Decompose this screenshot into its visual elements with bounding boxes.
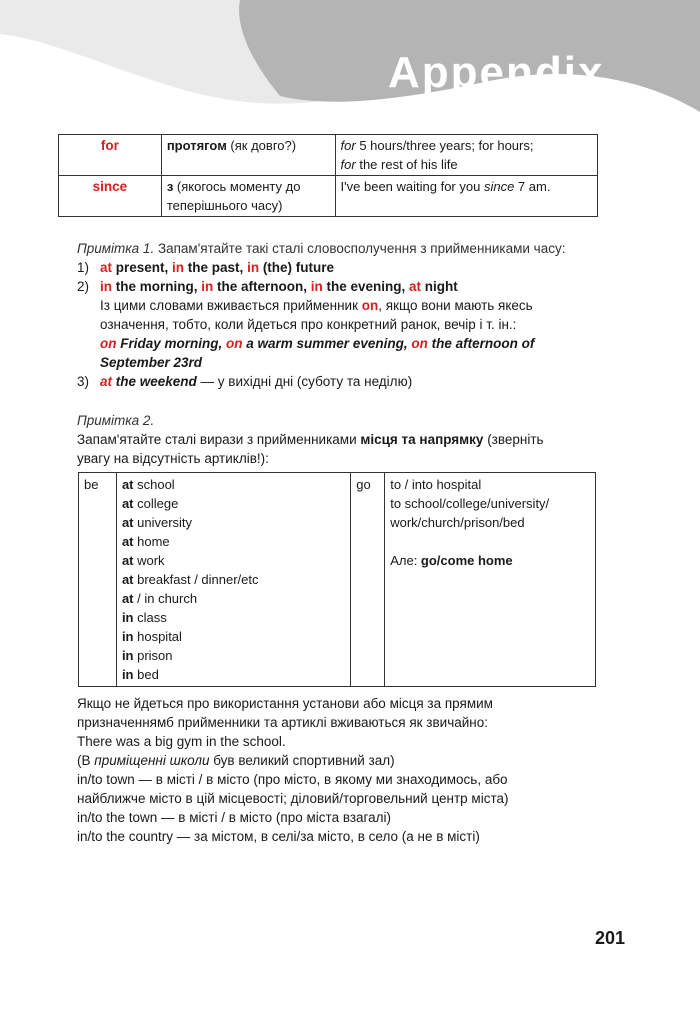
for-since-table (58, 134, 598, 217)
note-1-intro: Примітка 1. Запам'ятайте такі сталі словосполучення з прийменниками часу: (77, 241, 566, 256)
note-2 (77, 411, 617, 468)
table-row (59, 135, 598, 176)
note-2-line-1: Запам'ятайте сталі вирази з прийменниками місця та напрямку (зверніть (77, 432, 544, 447)
verb-be: be (79, 473, 117, 687)
note-2-line-2: увагу на відсутність артиклів!): (77, 451, 269, 466)
note-1-item-3: 3) at the weekend — у вихідні дні (суботу та неділю) (77, 374, 413, 389)
example-cell: I've been waiting for you since 7 am. (335, 176, 597, 217)
table-row (59, 176, 598, 217)
bottom-line: in/to town — в місті / в місто (про місто, в якому ми знаходимось, або (77, 772, 508, 787)
table-row (79, 473, 596, 687)
page-header-title: Appendix (388, 48, 605, 97)
note-1-example-2: September 23rd (100, 355, 203, 370)
bottom-line: (В приміщенні школи був великий спортивний зал) (77, 753, 395, 768)
bottom-line: There was a big gym in the school. (77, 734, 286, 749)
be-list: at school at college at university at home at work at breakfast / dinner/etc at / in church in class in hospital in prison in bed (116, 473, 350, 687)
note-1-item-1: 1) at present, in the past, in (the) future (77, 260, 335, 275)
keyword-cell: for (59, 135, 162, 176)
bottom-line: Якщо не йдеться про використання установи або місця за прямим (77, 696, 493, 711)
note-1-explanation-1: Із цими словами вживається прийменник on, якщо вони мають якесь (100, 298, 533, 313)
bottom-text (77, 694, 617, 846)
bottom-line: in/to the town — в місті / в місто (про міста взагалі) (77, 810, 392, 825)
bottom-line: in/to the country — за містом, в селі/за місто, в село (а не в місті) (77, 829, 480, 844)
bottom-line: призначеннямб прийменники та артиклі вживаються як звичайно: (77, 715, 488, 730)
keyword-cell: since (59, 176, 162, 217)
meaning-cell: протягом (як довго?) (161, 135, 335, 176)
go-list: to / into hospital to school/college/university/ work/church/prison/bed Але: go/come home (385, 473, 596, 687)
note-2-title: Примітка 2. (77, 413, 155, 428)
note-1 (77, 239, 617, 391)
note-1-item-2: 2) in the morning, in the afternoon, in the evening, at night (77, 279, 458, 294)
meaning-cell: з (якогось моменту до теперішнього часу) (161, 176, 335, 217)
place-direction-table (78, 472, 596, 687)
example-cell: for 5 hours/three years; for hours; for the rest of his life (335, 135, 597, 176)
page-number: 201 (595, 928, 626, 948)
note-1-example: on Friday morning, on a warm summer evening, on the afternoon of (100, 336, 535, 351)
verb-go: go (351, 473, 385, 687)
bottom-line: найближче місто в цій місцевості; діловий/торговельний центр міста) (77, 791, 509, 806)
note-1-explanation-2: означення, тобто, коли йдеться про конкретний ранок, вечір і т. ін.: (100, 317, 517, 332)
